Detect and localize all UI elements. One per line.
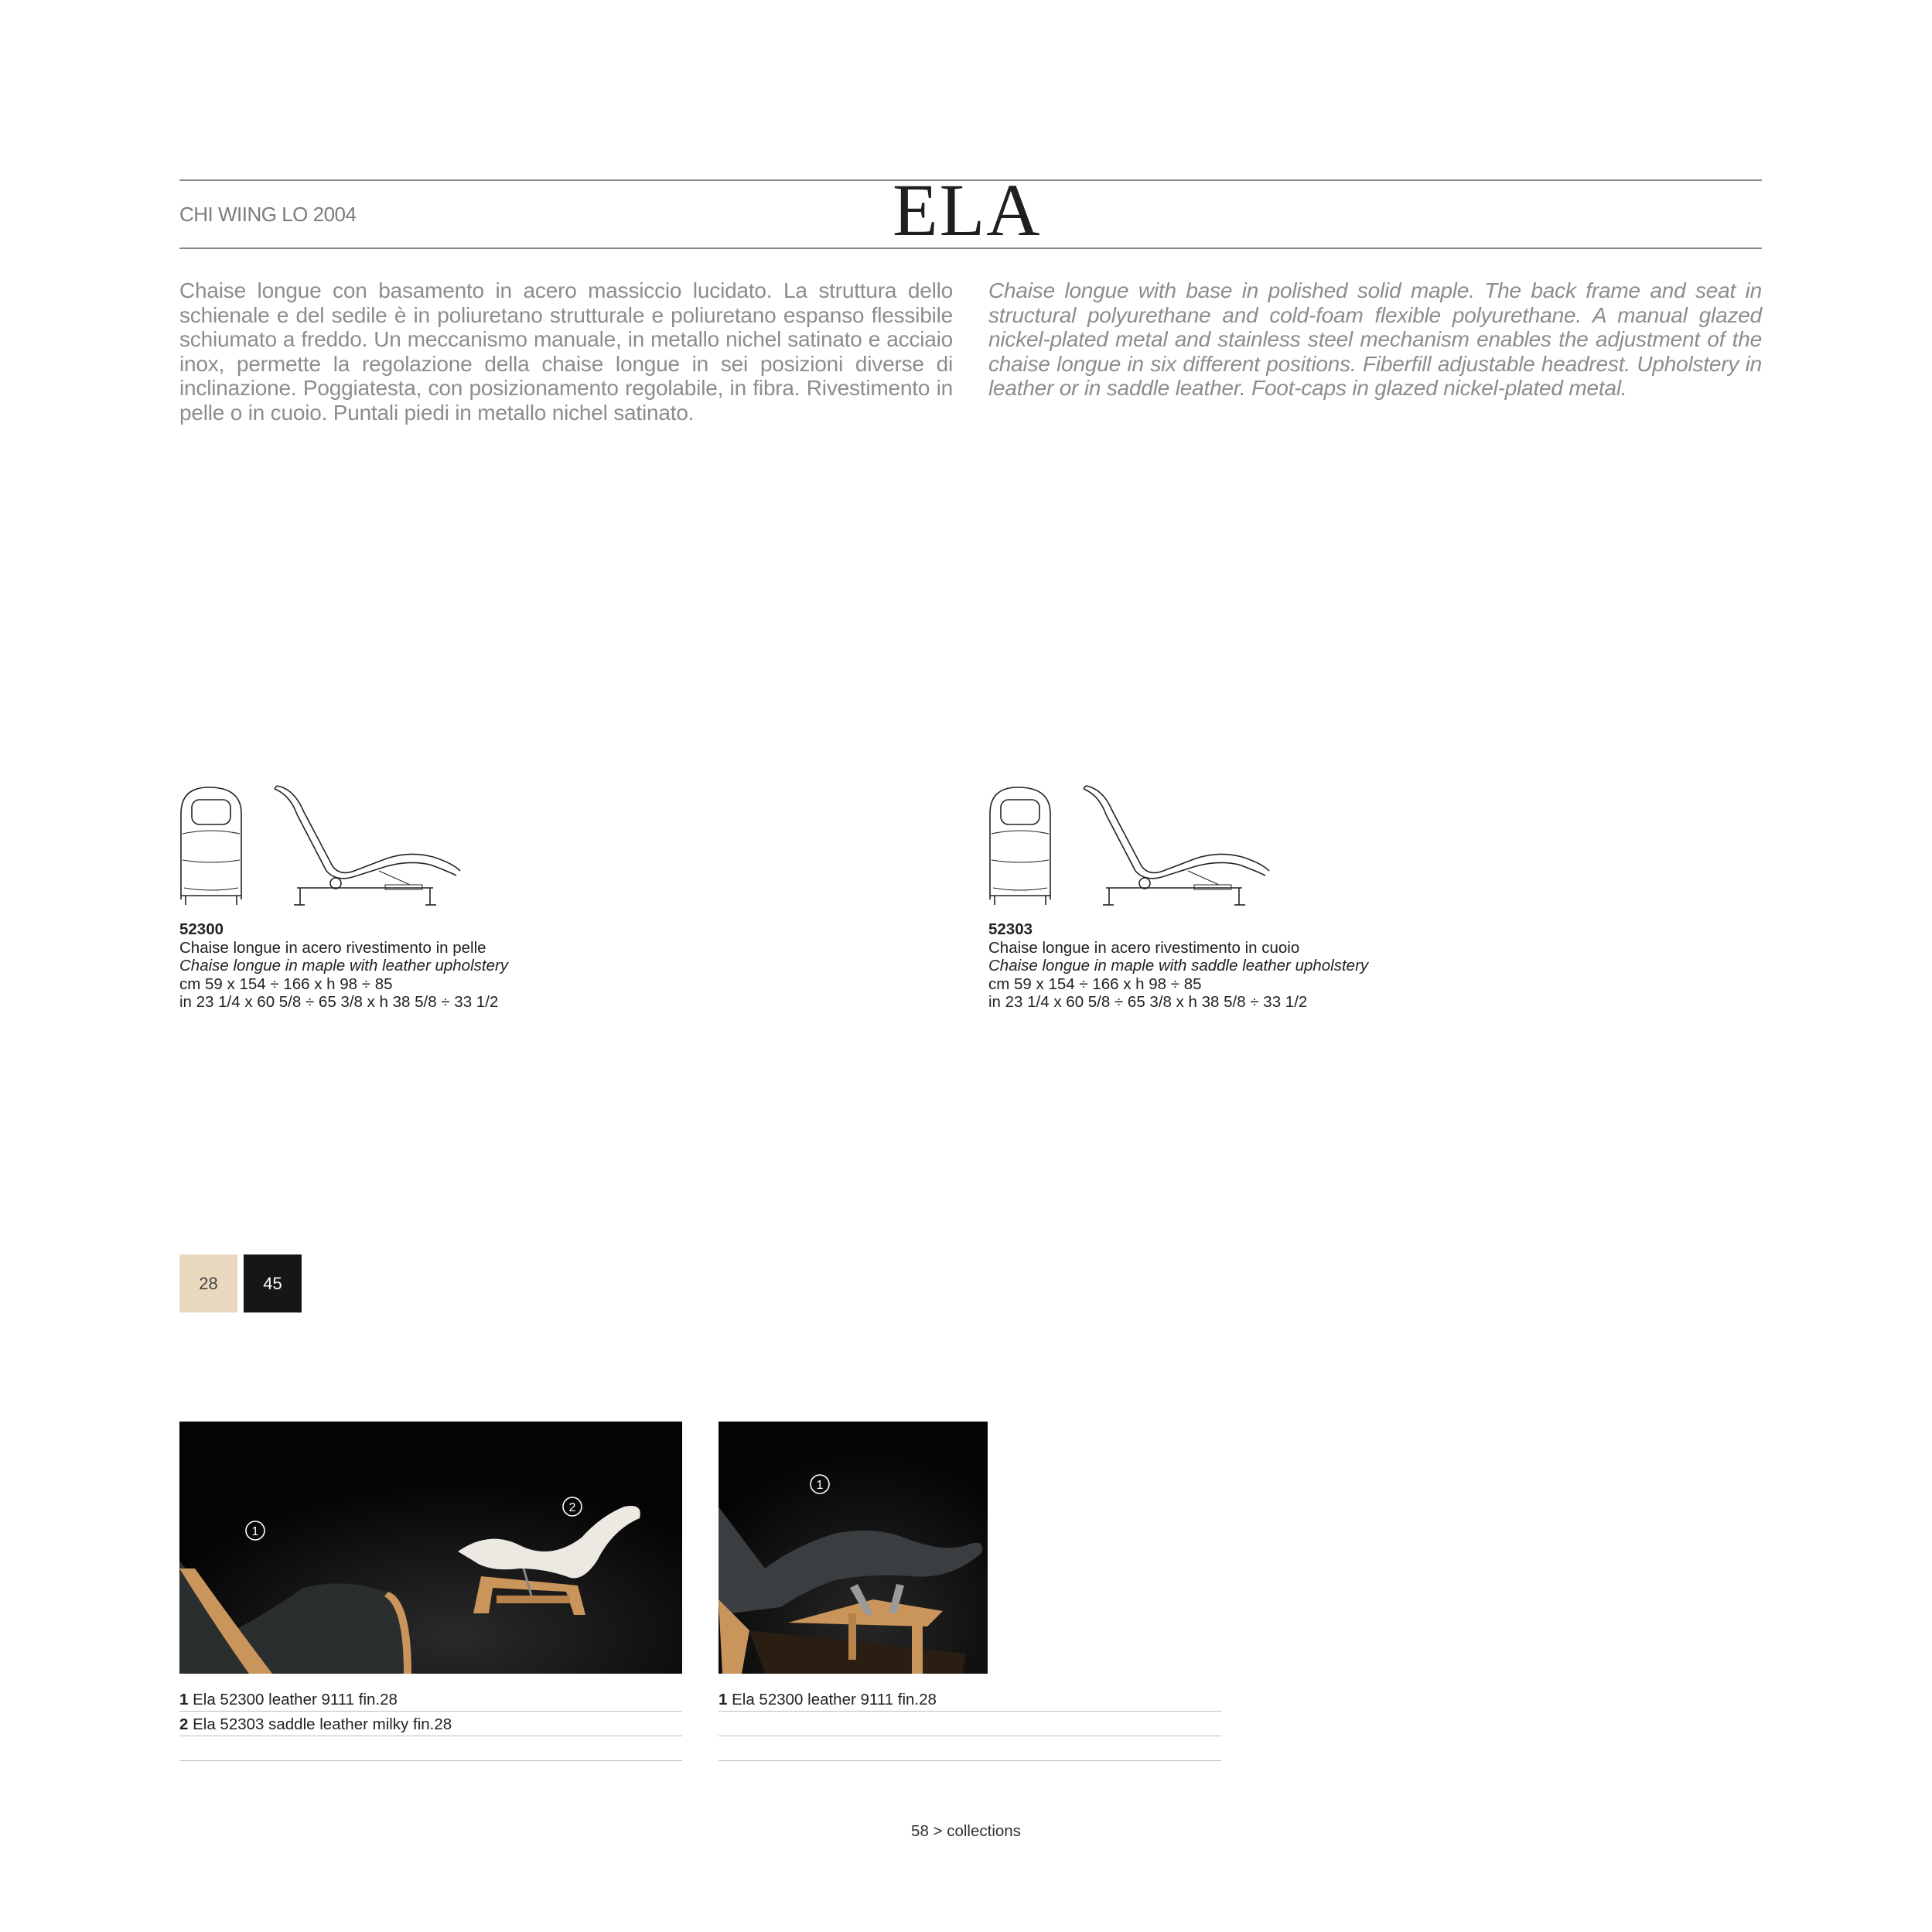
photo2-caption-1	[719, 1691, 937, 1709]
caption-text: Ela 52303 saddle leather milky fin.28	[193, 1715, 452, 1733]
photo-black-chaise-detail-image	[719, 1422, 988, 1674]
product-name-it: Chaise longue in acero rivestimento in pelle	[179, 938, 486, 957]
finish-number: 28	[199, 1273, 218, 1293]
product-52303-specs	[988, 920, 1368, 1012]
photo1-caption-1	[179, 1691, 398, 1709]
caption-number: 1	[719, 1691, 728, 1708]
product-52303-drawing	[987, 780, 1281, 911]
caption-number: 2	[179, 1715, 189, 1733]
caption-rule	[719, 1711, 1221, 1712]
collection-title: ELA	[893, 169, 1042, 251]
caption-text: Ela 52300 leather 9111 fin.28	[732, 1691, 937, 1708]
designer-credit: CHI WIING LO 2004	[179, 203, 357, 226]
product-name-it: Chaise longue in acero rivestimento in cuoio	[988, 938, 1300, 957]
product-52300-drawing	[178, 780, 472, 911]
header-bottom-rule	[179, 247, 1762, 249]
page-footer: 58 > collections	[911, 1822, 1021, 1840]
product-code: 52300	[179, 920, 224, 938]
finish-number: 45	[263, 1273, 282, 1293]
photo-two-chaises-image	[179, 1422, 682, 1674]
photo1-caption-2	[179, 1715, 452, 1734]
product-dims-cm: cm 59 x 154 ÷ 166 x h 98 ÷ 85	[988, 975, 1202, 993]
svg-text:2: 2	[568, 1501, 576, 1514]
photo-black-chaise-detail	[719, 1422, 988, 1674]
finish-swatch-black	[244, 1254, 302, 1312]
description-english: Chaise longue with base in polished solid maple. The back frame and seat in structural polyurethane and cold-foam flexible polyurethane. A manual glazed nickel-plated metal and stainless steel mechanism enables the adjustment of the chaise longue in six different positions. Fiberfill adjustable headrest. Upholstery in leather or in saddle leather. Foot-caps in glazed nickel-plated metal.	[988, 278, 1762, 400]
product-dims-cm: cm 59 x 154 ÷ 166 x h 98 ÷ 85	[179, 975, 393, 993]
product-name-en: Chaise longue in maple with leather upholstery	[179, 957, 509, 975]
caption-rule	[179, 1760, 682, 1761]
product-dims-in: in 23 1/4 x 60 5/8 ÷ 65 3/8 x h 38 5/8 ÷ 33 1/2	[179, 993, 499, 1011]
finish-swatch-maple	[179, 1254, 237, 1312]
product-52300-specs	[179, 920, 508, 1012]
photo-two-chaises	[179, 1422, 682, 1674]
product-dims-in: in 23 1/4 x 60 5/8 ÷ 65 3/8 x h 38 5/8 ÷ 33 1/2	[988, 993, 1308, 1011]
product-code: 52303	[988, 920, 1033, 938]
caption-text: Ela 52300 leather 9111 fin.28	[193, 1691, 398, 1708]
caption-rule	[179, 1711, 682, 1712]
caption-number: 1	[179, 1691, 189, 1708]
svg-text:1: 1	[251, 1525, 259, 1538]
description-italian: Chaise longue con basamento in acero massiccio lucidato. La struttura dello schienale e del sedile è in poliuretano strutturale e poliuretano espanso flessibile schiumato a freddo. Un meccanismo manuale, in metallo nichel satinato e acciaio inox, permette la regolazione della chaise longue in sei posizioni diverse di inclinazione. Poggiatesta, con posizionamento regolabile, in fibra. Rivestimento in pelle o in cuoio. Puntali piedi in metallo nichel satinato.	[179, 278, 953, 425]
svg-text:1: 1	[816, 1479, 824, 1492]
caption-rule	[719, 1760, 1221, 1761]
product-name-en: Chaise longue in maple with saddle leather upholstery	[988, 957, 1369, 975]
